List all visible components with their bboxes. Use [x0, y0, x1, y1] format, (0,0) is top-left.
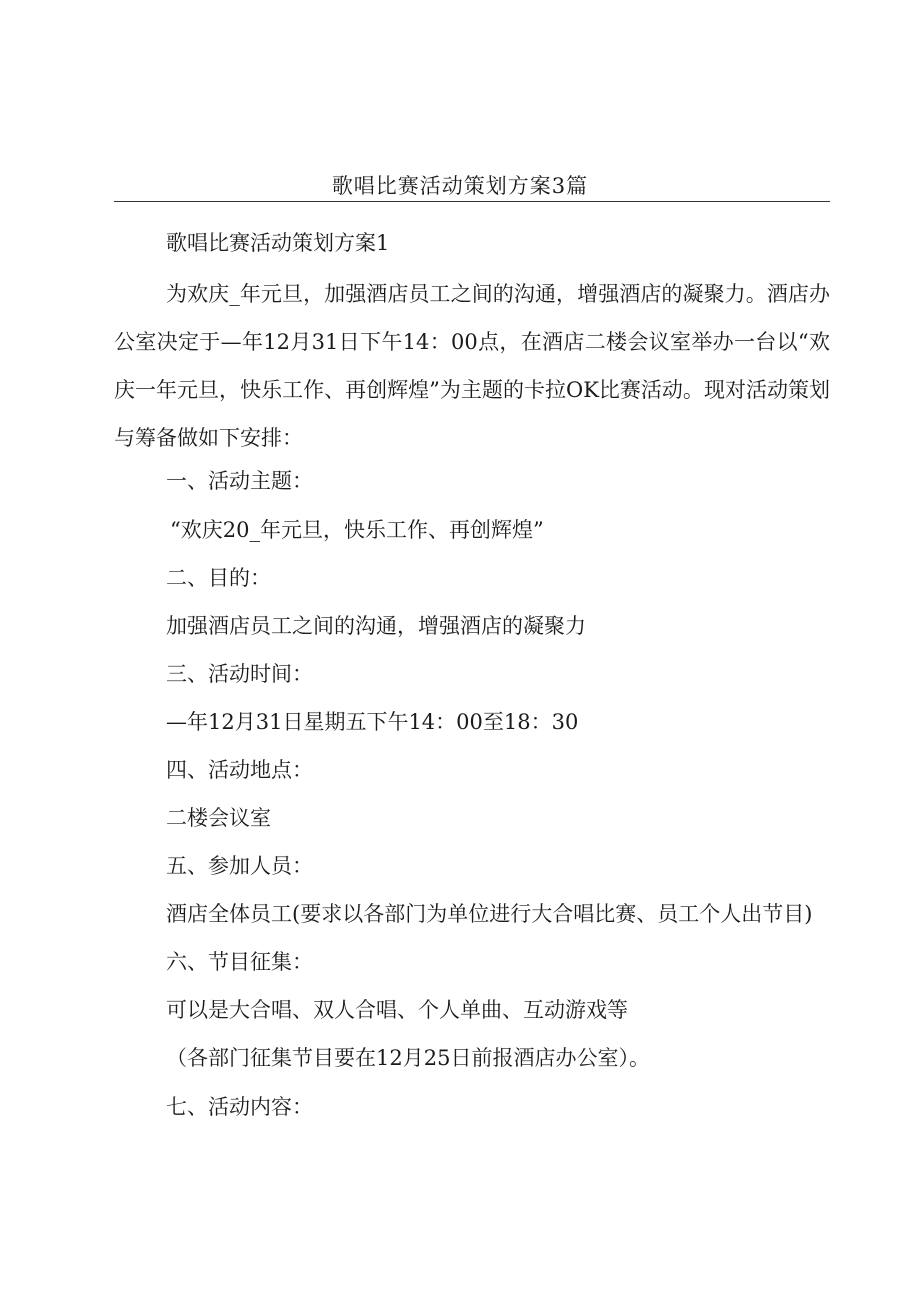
time-text: —年12月31日星期五下午14：00至18：30 — [166, 710, 579, 734]
intro-paragraph: 为欢庆_年元旦，加强酒店员工之间的沟通，增强酒店的凝聚力。酒店办公室决定于—年12月31日下午14：00点，在酒店二楼会议室举办一台以“欢庆一年元旦，快乐工作、再创辉煌”为主题的卡拉OK比赛活动。现对活动策划与筹备做如下安排： — [114, 282, 830, 450]
program-types-text: 可以是大合唱、双人合唱、个人单曲、互动游戏等 — [166, 998, 628, 1022]
heading-program-collection: 六、节目征集： — [166, 950, 313, 974]
heading-activity-content: 七、活动内容： — [166, 1095, 313, 1119]
document-title: 歌唱比赛活动策划方案3篇 — [331, 174, 589, 198]
section-heading: 歌唱比赛活动策划方案1 — [166, 231, 390, 255]
heading-theme: 一、活动主题： — [166, 469, 313, 493]
purpose-text: 加强酒店员工之间的沟通，增强酒店的凝聚力 — [166, 614, 586, 638]
heading-time: 三、活动时间： — [166, 662, 313, 686]
participants-text: 酒店全体员工(要求以各部门为单位进行大合唱比赛、员工个人出节目) — [166, 902, 813, 926]
heading-purpose: 二、目的： — [166, 566, 271, 590]
program-deadline-text: （各部门征集节目要在12月25日前报酒店办公室）。 — [166, 1046, 650, 1070]
location-text: 二楼会议室 — [166, 806, 271, 830]
heading-participants: 五、参加人员： — [166, 854, 313, 878]
theme-text: “欢庆20_年元旦，快乐工作、再创辉煌” — [170, 518, 544, 542]
title-divider — [114, 201, 830, 202]
heading-location: 四、活动地点： — [166, 758, 313, 782]
